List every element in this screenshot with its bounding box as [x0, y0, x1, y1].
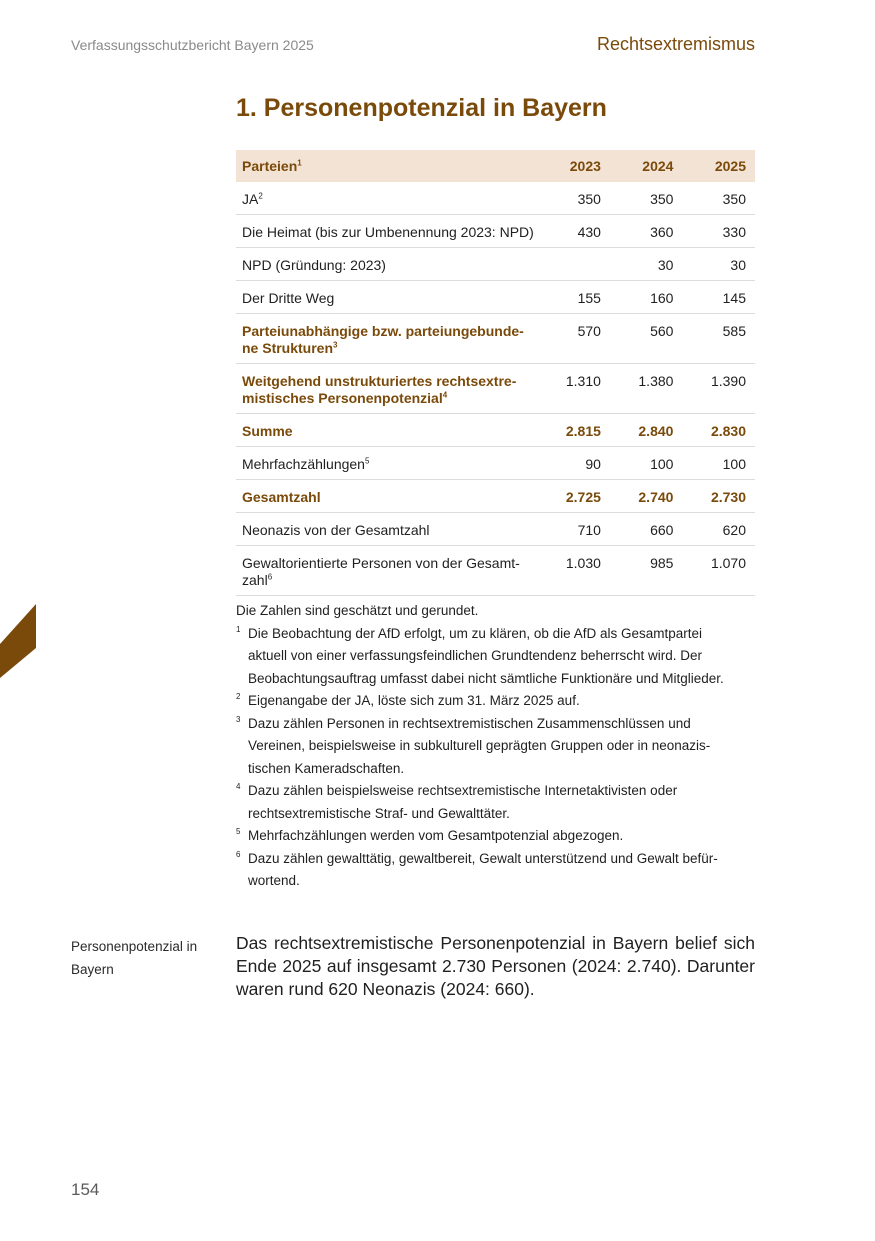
value-2024: 100	[610, 447, 683, 480]
value-2025: 585	[682, 314, 755, 364]
table-row	[236, 281, 755, 314]
footnote-ref: 4	[442, 390, 448, 400]
header-2023: 2023	[537, 150, 610, 182]
value-2025: 620	[682, 513, 755, 546]
footnote-item: 2 Eigenangabe der JA, löste sich zum 31. März 2025 auf.	[236, 690, 756, 713]
row-label: Gesamtzahl	[236, 480, 537, 513]
footnote-marker: 3	[236, 714, 241, 724]
value-2023: 155	[537, 281, 610, 314]
row-label: Mehrfachzählungen$^5$	[236, 447, 537, 480]
table-row	[236, 215, 755, 248]
table-row	[236, 546, 755, 596]
value-2023: 350	[537, 182, 610, 215]
row-label: Summe	[236, 414, 537, 447]
value-2024: 2.740	[610, 480, 683, 513]
footnote-marker: 4	[236, 782, 241, 791]
table-row-summe	[236, 414, 755, 447]
footnote-item: 1 Die Beobachtung der AfD erfolgt, um zu klären, ob die AfD als Gesamtpartei aktuell von einer verfassungsfeindlichen Grundtendenz beherrscht wird. Der Beobachtungsauftrag umfasst dabei nicht sämtliche Funktionäre und Mitglieder.	[236, 623, 756, 691]
chapter-title: 1. Personenpotenzial in Bayern	[236, 94, 607, 122]
value-2023: 90	[537, 447, 610, 480]
footnote-item: 4 Dazu zählen beispielsweise rechtsextremistische Internetaktivisten oder rechtsextremistische Straf- und Gewalttäter.	[236, 780, 756, 825]
value-2025: 30	[682, 248, 755, 281]
value-2023: 2.725	[537, 480, 610, 513]
table-notes	[236, 600, 756, 893]
footnote-item: 3 Dazu zählen Personen in rechtsextremistischen Zusammenschlüssen und Vereinen, beispielsweise in subkulturell geprägten Gruppen oder in neonazis- tischen Kameradschaften.	[236, 713, 756, 781]
footnote-item: 5 Mehrfachzählungen werden vom Gesamtpotenzial abgezogen.	[236, 825, 756, 848]
header-2025: 2025	[682, 150, 755, 182]
value-2025: 100	[682, 447, 755, 480]
table-row	[236, 513, 755, 546]
footnote-list	[236, 623, 756, 893]
page-number: 154	[71, 1180, 100, 1199]
table-row	[236, 447, 755, 480]
footnote-ref: 5	[364, 456, 370, 466]
value-2025: 145	[682, 281, 755, 314]
value-2023: 1.030	[537, 546, 610, 596]
value-2025: 350	[682, 182, 755, 215]
footnote-marker: 6	[236, 849, 241, 859]
row-label: Weitgehend unstrukturiertes rechtsextre- mistisches Personenpotenzial$^4$	[236, 364, 537, 414]
margin-label: Personenpotenzial in Bayern	[71, 939, 198, 977]
value-2024: 350	[610, 182, 683, 215]
value-2024: 1.380	[610, 364, 683, 414]
value-2025: 1.390	[682, 364, 755, 414]
header-2024: 2024	[610, 150, 683, 182]
footnote-ref: 2	[258, 191, 263, 201]
section-title: Rechtsextremismus	[596, 34, 755, 54]
footnote-marker: 5	[236, 827, 241, 836]
header-parteien: Parteien$^1$	[236, 150, 537, 182]
notes-intro: Die Zahlen sind geschätzt und gerundet.	[236, 603, 479, 618]
row-label: Parteiunabhängige bzw. parteiungebunde- ne Strukturen$^3$	[236, 314, 537, 364]
value-2024: 560	[610, 314, 683, 364]
value-2023: 710	[537, 513, 610, 546]
value-2025: 2.830	[682, 414, 755, 447]
table-row	[236, 314, 755, 364]
table-row	[236, 182, 755, 215]
table-row-gesamtzahl	[236, 480, 755, 513]
value-2024: 985	[610, 546, 683, 596]
page-edge-marker	[0, 604, 36, 678]
value-2023: 1.310	[537, 364, 610, 414]
value-2024: 660	[610, 513, 683, 546]
value-2023: 2.815	[537, 414, 610, 447]
row-label: $JA^2$	[236, 182, 537, 215]
value-2025: 2.730	[682, 480, 755, 513]
value-2023: 430	[537, 215, 610, 248]
body-paragraph: Das rechtsextremistische Personenpotenzial in Bayern belief sich Ende 2025 auf insgesamt 2.730 Personen (2024: 2.740). Darunter waren rund 620 Neonazis (2024: 660).	[236, 933, 755, 999]
row-label: Neonazis von der Gesamtzahl	[236, 513, 537, 546]
table-header-row	[236, 150, 755, 182]
table-row	[236, 364, 755, 414]
value-2024: 360	[610, 215, 683, 248]
value-2025: 330	[682, 215, 755, 248]
value-2024: 2.840	[610, 414, 683, 447]
row-label: Die Heimat (bis zur Umbenennung 2023: NPD)	[236, 215, 537, 248]
running-title: Verfassungsschutzbericht Bayern 2025	[71, 37, 314, 53]
value-2024: 160	[610, 281, 683, 314]
table-row	[236, 248, 755, 281]
footnote-ref: 6	[267, 572, 273, 582]
row-label: Der Dritte Weg	[236, 281, 537, 314]
footnote-marker: 1	[236, 624, 241, 634]
persons-table	[236, 150, 755, 596]
value-2025: 1.070	[682, 546, 755, 596]
value-2023	[537, 248, 610, 281]
row-label: NPD (Gründung: 2023)	[236, 248, 537, 281]
footnote-ref: 3	[333, 340, 338, 350]
row-label: Gewaltorientierte Personen von der Gesamt- zahl$^6$	[236, 546, 537, 596]
value-2024: 30	[610, 248, 683, 281]
value-2023: 570	[537, 314, 610, 364]
footnote-ref: 1	[297, 158, 302, 168]
footnote-item: 6 Dazu zählen gewalttätig, gewaltbereit, Gewalt unterstützend und Gewalt befür- wortend.	[236, 848, 756, 893]
footnote-marker: 2	[236, 692, 241, 701]
